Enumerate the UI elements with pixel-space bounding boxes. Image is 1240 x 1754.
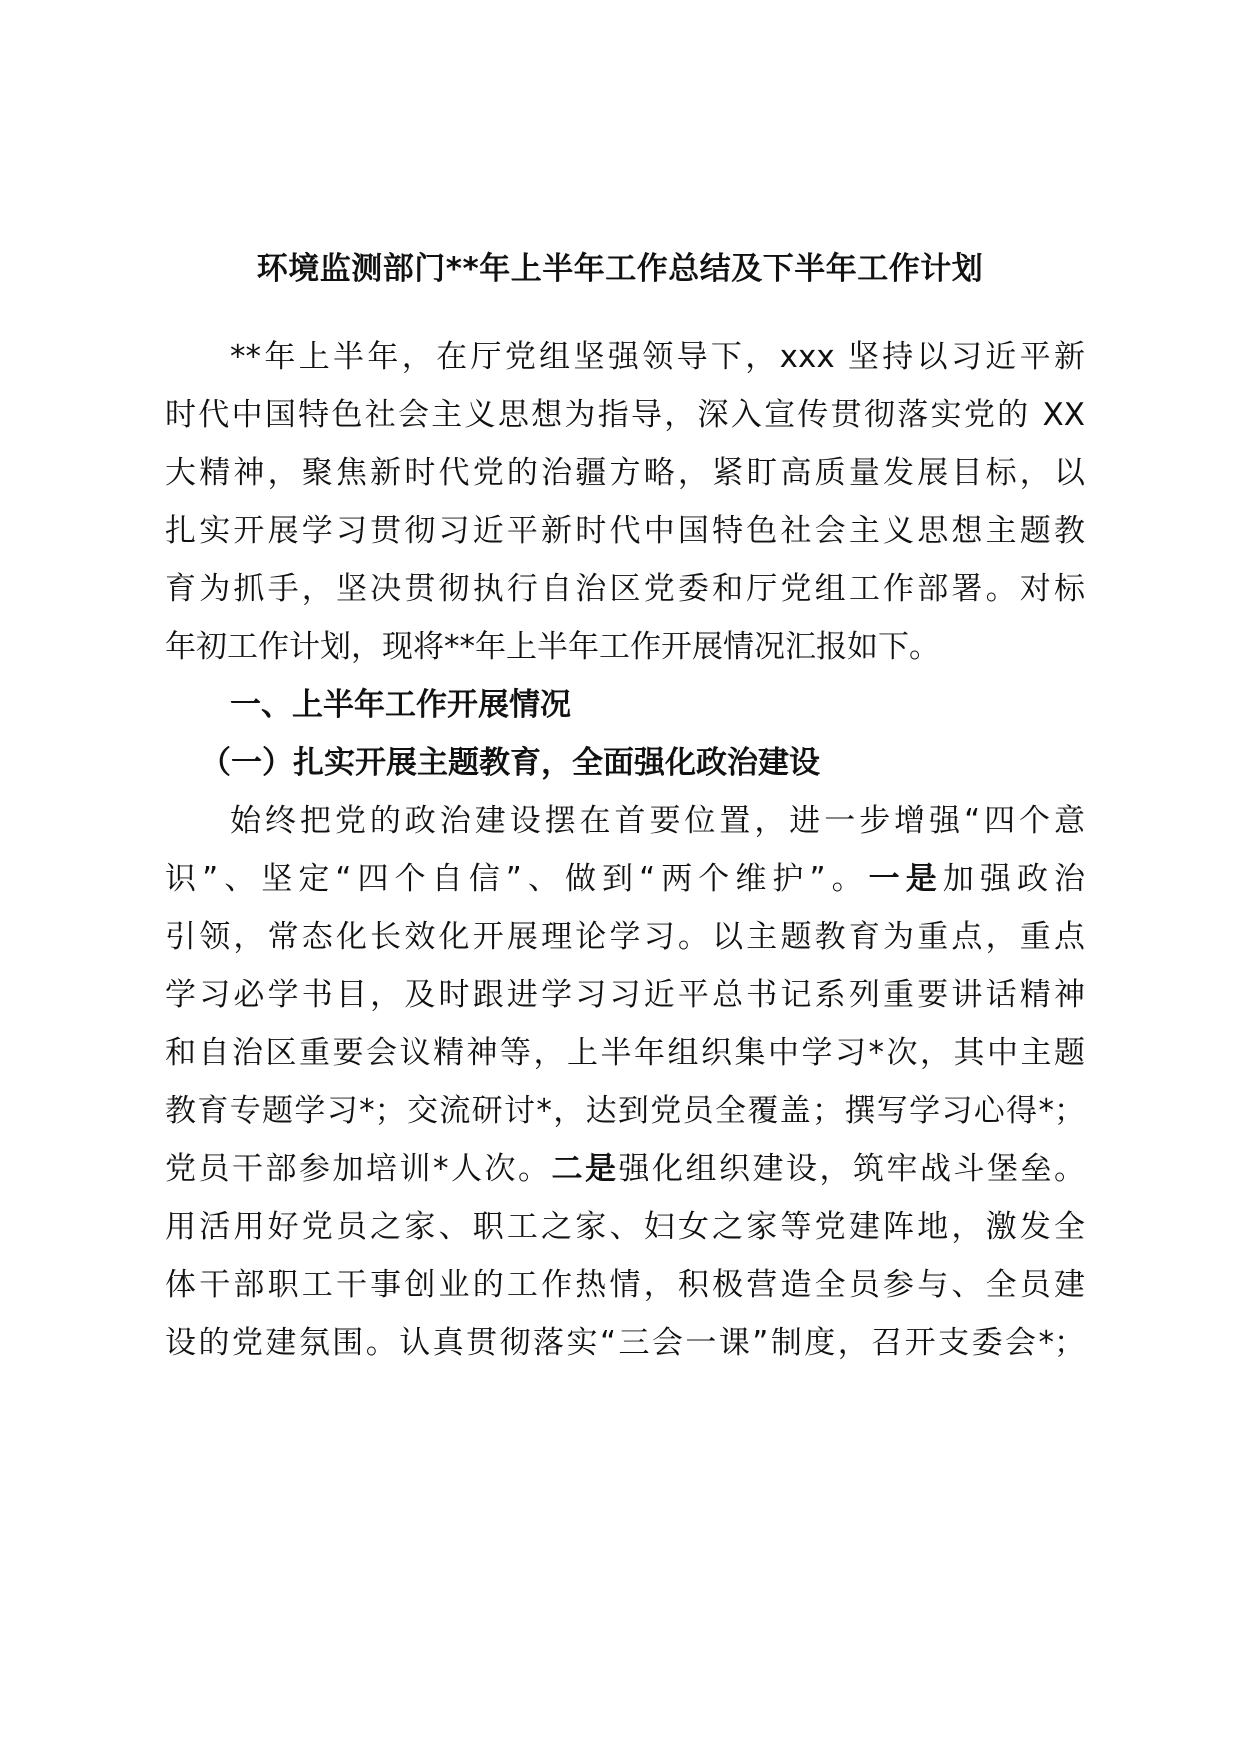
paragraph-line: 始终把党的政治建设摆在首要位置，进一步增强“四个意 — [230, 803, 1085, 839]
paragraph-line: 育为抓手，坚决贯彻执行自治区党委和厅党组工作部署。对标 — [165, 571, 1085, 607]
section-heading: 一、上半年工作开展情况 — [230, 687, 571, 723]
paragraph-line: 和自治区重要会议精神等，上半年组织集中学习*次，其中主题 — [165, 1035, 1085, 1071]
paragraph-line: 扎实开展学习贯彻习近平新时代中国特色社会主义思想主题教 — [165, 513, 1085, 549]
text-run: 党员干部参加培训*人次。 — [165, 1151, 552, 1187]
bold-text-run: 二是 — [551, 1151, 619, 1187]
paragraph-line: 时代中国特色社会主义思想为指导，深入宣传贯彻落实党的 XX — [165, 397, 1085, 433]
paragraph-line: 学习必学书目，及时跟进学习习近平总书记系列重要讲话精神 — [165, 977, 1085, 1013]
paragraph-line: 引领，常态化长效化开展理论学习。以主题教育为重点，重点 — [165, 919, 1085, 955]
paragraph-line: **年上半年，在厅党组坚强领导下，xxx 坚持以习近平新 — [230, 339, 1085, 375]
paragraph-line: 用活用好党员之家、职工之家、妇女之家等党建阵地，激发全 — [165, 1209, 1085, 1245]
paragraph-line: 年初工作计划，现将**年上半年工作开展情况汇报如下。 — [165, 629, 940, 665]
paragraph-line — [165, 1147, 1085, 1191]
paragraph-line: 教育专题学习*；交流研讨*，达到党员全覆盖；撰写学习心得*； — [165, 1093, 1085, 1129]
paragraph-line — [165, 857, 1085, 901]
text-run: 加强政治 — [942, 861, 1086, 897]
paragraph-line: 大精神，聚焦新时代党的治疆方略，紧盯高质量发展目标，以 — [165, 455, 1085, 491]
paragraph-line: 设的党建氛围。认真贯彻落实“三会一课”制度，召开支委会*； — [165, 1325, 1085, 1361]
text-run: 识”、坚定“四个自信”、做到“两个维护”。 — [165, 861, 869, 897]
paragraph-line: 体干部职工干事创业的工作热情，积极营造全员参与、全员建 — [165, 1267, 1085, 1303]
text-run: 强化组织建设，筑牢战斗堡垒。 — [618, 1151, 1085, 1187]
document-title: 环境监测部门**年上半年工作总结及下半年工作计划 — [256, 251, 984, 287]
bold-text-run: 一是 — [868, 861, 943, 897]
subsection-heading: （一）扎实开展主题教育，全面强化政治建设 — [200, 745, 820, 781]
